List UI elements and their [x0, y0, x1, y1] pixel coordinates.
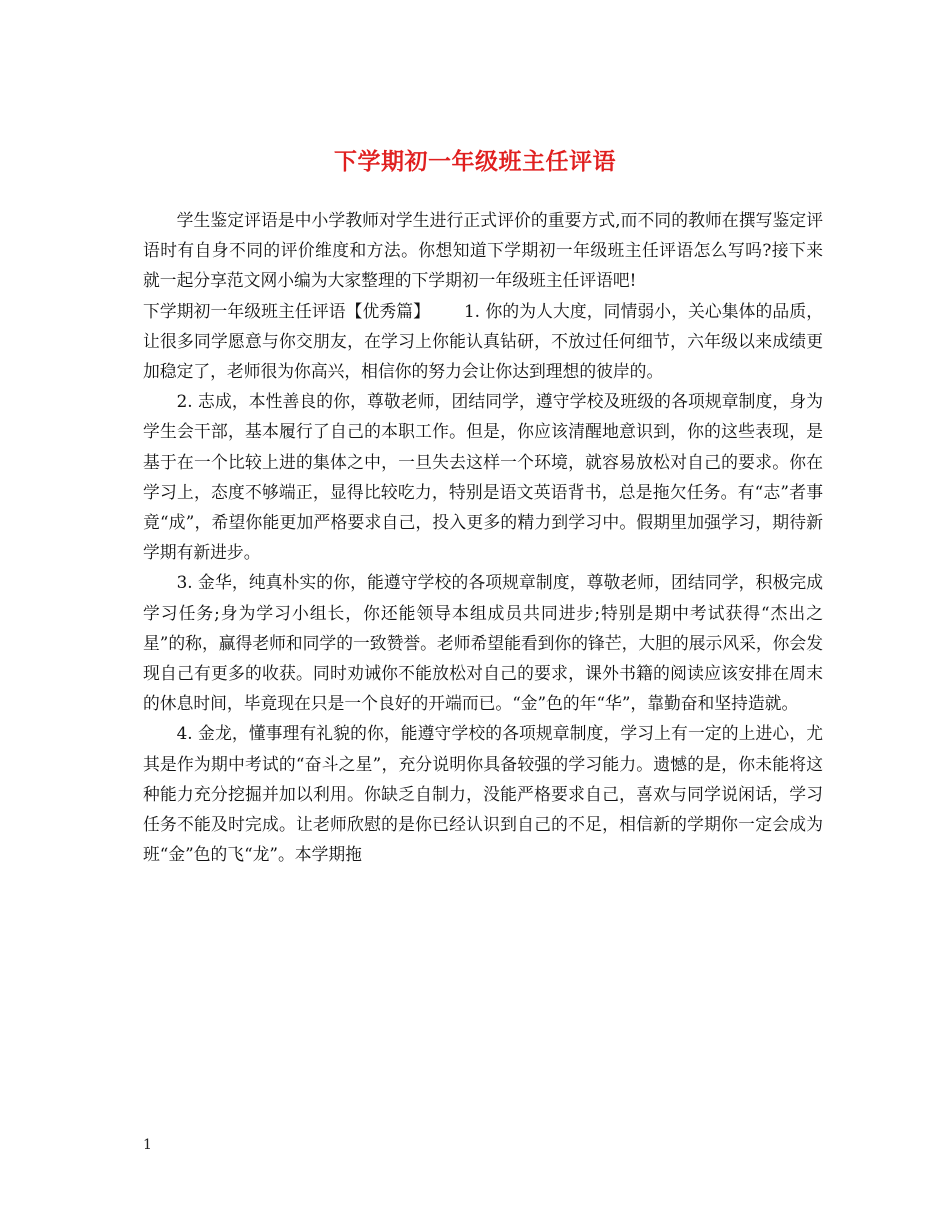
- document-body: [143, 205, 823, 869]
- comment-item-3: 3. 金华，纯真朴实的你，能遵守学校的各项规章制度，尊敬老师，团结同学，积极完成学习任务;身为学习小组长，你还能领导本组成员共同进步;特别是期中考试获得“杰出之星”的称，赢得老师和同学的一致赞誉。老师希望能看到你的锋芒，大胆的展示风采，你会发现自己有更多的收获。同时劝诫你不能放松对自己的要求，课外书籍的阅读应该安排在周末的休息时间，毕竟现在只是一个良好的开端而已。“金”色的年“华”，靠勤奋和坚持造就。: [143, 572, 823, 714]
- comment-item-1: 1. 你的为人大度，同情弱小，关心集体的品质，让很多同学愿意与你交朋友，在学习上你能认真钻研，不放过任何细节，六年级以来成绩更加稳定了，老师很为你高兴，相信你的努力会让你达到理想的彼岸的。: [143, 300, 823, 382]
- intro-paragraph: 学生鉴定评语是中小学教师对学生进行正式评价的重要方式,而不同的教师在撰写鉴定评语时有自身不同的评价维度和方法。你想知道下学期初一年级班主任评语怎么写吗?接下来就一起分享范文网小编为大家整理的下学期初一年级班主任评语吧!: [143, 210, 823, 291]
- comment-item-2: 2. 志成，本性善良的你，尊敬老师，团结同学，遵守学校及班级的各项规章制度，身为学生会干部，基本履行了自己的本职工作。但是，你应该清醒地意识到，你的这些表现，是基于在一个比较上进的集体之中，一旦失去这样一个环境，就容易放松对自己的要求。你在学习上，态度不够端正，显得比较吃力，特别是语文英语背书，总是拖欠任务。有“志”者事竟“成”，希望你能更加严格要求自己，投入更多的精力到学习中。假期里加强学习，期待新学期有新进步。: [143, 391, 823, 563]
- page-number: 1: [143, 1137, 152, 1153]
- page-title: 下学期初一年级班主任评语: [334, 148, 616, 176]
- section-heading: 下学期初一年级班主任评语【优秀篇】: [143, 300, 430, 321]
- comment-item-4: 4. 金龙，懂事理有礼貌的你，能遵守学校的各项规章制度，学习上有一定的上进心，尤其是作为期中考试的“奋斗之星”，充分说明你具备较强的学习能力。遗憾的是，你未能将这种能力充分挖掘并加以利用。你缺乏自制力，没能严格要求自己，喜欢与同学说闲话，学习任务不能及时完成。让老师欣慰的是你已经认识到自己的不足，相信新的学期你一定会成为班“金”色的飞“龙”。本学期拖: [143, 723, 823, 865]
- section-paragraph-1: [143, 296, 823, 387]
